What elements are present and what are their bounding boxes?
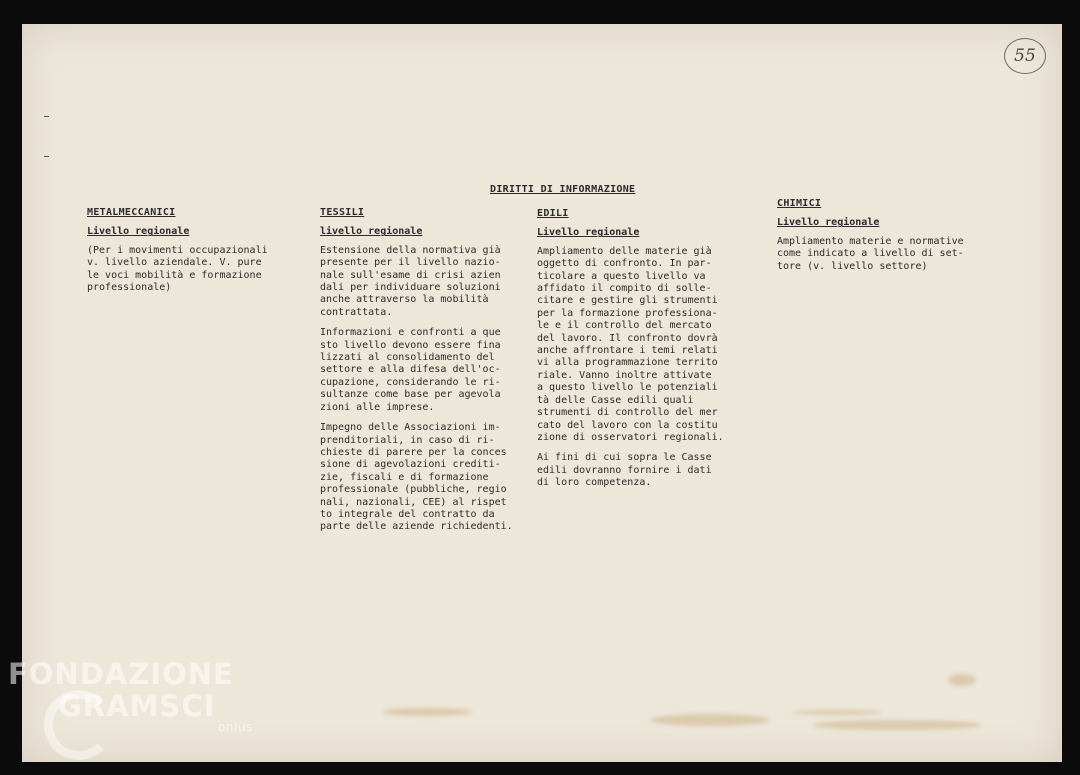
column-paragraph: Ampliamento materie e normative come indicato a livello di set- tore (v. livello settore) — [777, 235, 964, 272]
column-metalmeccanici — [87, 207, 297, 294]
document-page — [22, 24, 1062, 762]
watermark-line: GRAMSCI — [58, 689, 216, 723]
column-paragraph: (Per i movimenti occupazionali v. livello aziendale. V. pure le voci mobilità e formazione professionale) — [87, 244, 268, 294]
column-heading: EDILI — [537, 208, 569, 219]
column-subheading: Livello regionale — [87, 226, 190, 238]
watermark — [8, 658, 253, 734]
column-subheading: Livello regionale — [777, 217, 880, 229]
column-paragraph: Estensione della normativa già presente per il livello nazio- nale sull'esame di crisi azien dali per individuare soluzioni anche attraverso la mobilità contrattata. — [320, 244, 501, 318]
watermark-line: onlus — [218, 720, 253, 734]
document-title: DIRITTI DI INFORMAZIONE — [490, 184, 636, 195]
column-subheading: Livello regionale — [537, 227, 640, 239]
column-paragraph: Ampliamento delle materie già oggetto di confronto. In par- ticolare a questo livello va affidato il compito di solle- citare e gestire gli strumenti per la formazione professiona- le e il controllo del mercato del lavoro. Il confronto dovrà anche affrontare i temi relati vi alla programmazione territo riale. Vanno inoltre attivate a questo livello le potenziali tà delle Casse edili quali strumenti di controllo del mer cato del lavoro con la costitu zione di osservatori regionali. — [537, 245, 724, 443]
page-number: 55 — [1004, 38, 1046, 74]
margin-mark — [44, 116, 49, 117]
column-paragraph: Ai fini di cui sopra le Casse edili dovranno fornire i dati di loro competenza. — [537, 452, 712, 489]
column-chimici — [777, 198, 997, 273]
margin-mark — [44, 156, 49, 157]
column-subheading: livello regionale — [320, 226, 423, 238]
column-tessili — [320, 207, 535, 534]
column-heading: CHIMICI — [777, 198, 822, 209]
column-paragraph: Impegno delle Associazioni im- prenditoriali, in caso di ri- chieste di parere per la conces sione di agevolazioni crediti- zie, fiscali e di formazione professionale (pubbliche, regio nali, nazionali, CEE) al rispet to integrale del contratto da parte delle aziende richiedenti. — [320, 422, 513, 533]
column-heading: TESSILI — [320, 207, 365, 218]
column-paragraph: Informazioni e confronti a que sto livello devono essere fina lizzati al consolidamento del settore e alla difesa dell'oc- cupazione, considerando le ri- sultanze come base per agevola zioni alle imprese. — [320, 327, 501, 413]
column-edili — [537, 208, 752, 490]
column-heading: METALMECCANICI — [87, 207, 176, 218]
watermark-line: FONDAZIONE — [8, 657, 234, 691]
